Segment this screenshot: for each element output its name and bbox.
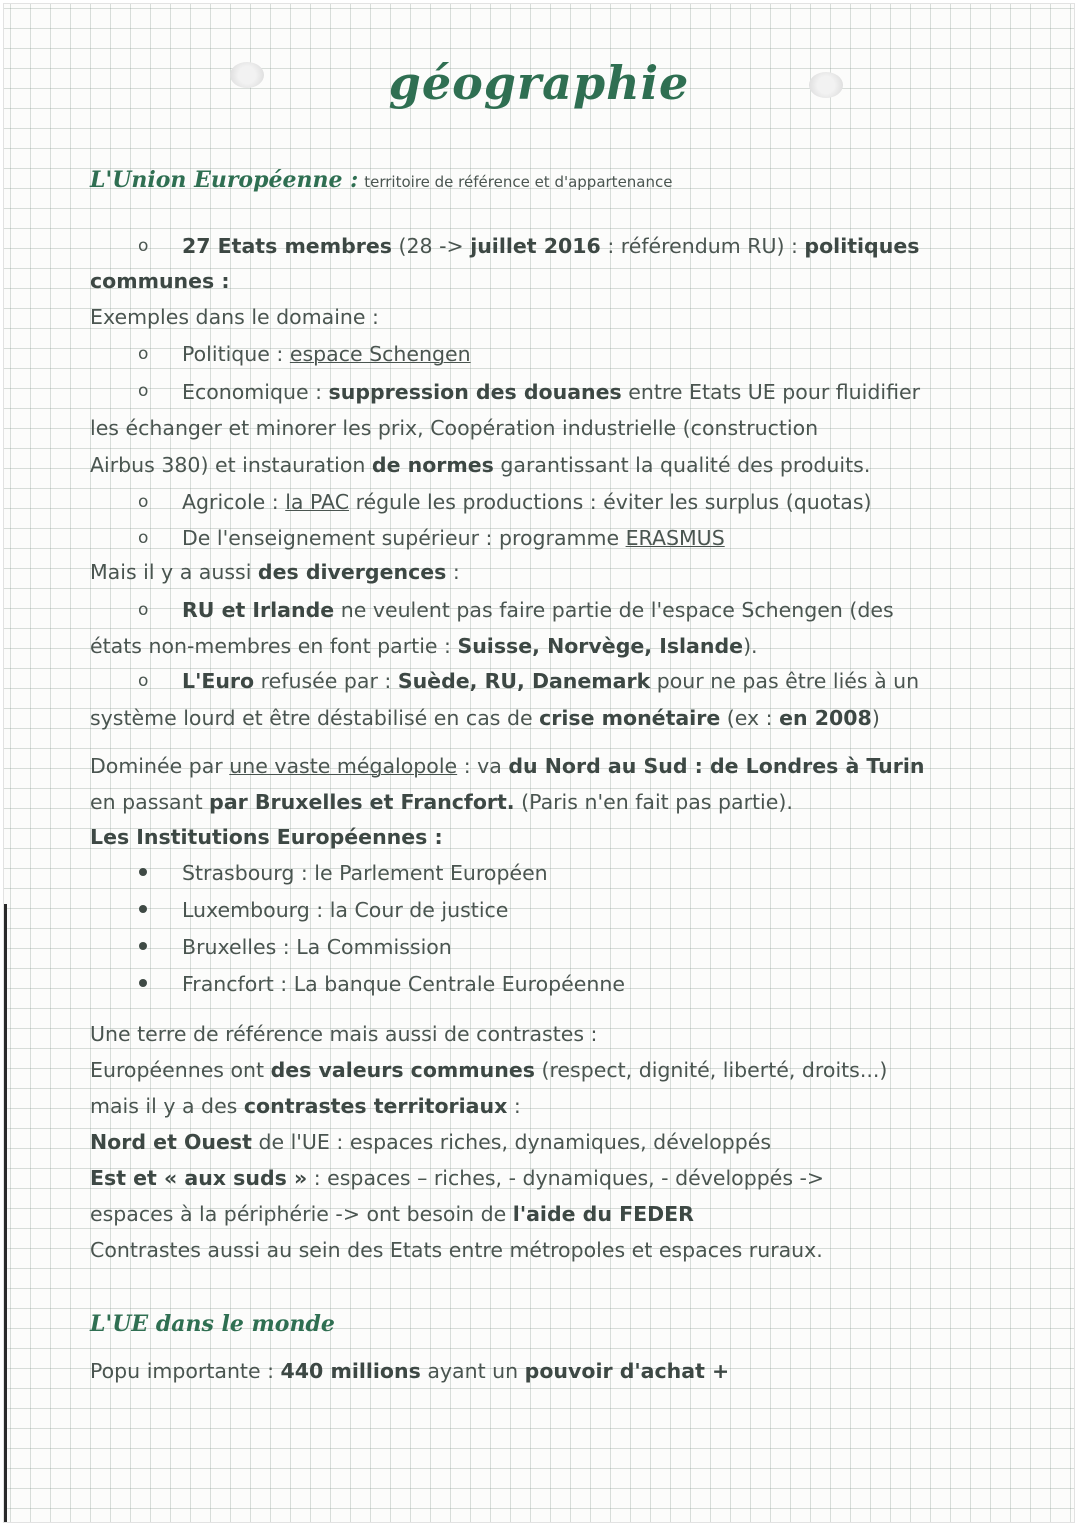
circle-bullet-icon: o — [138, 236, 149, 256]
line: Est et « aux suds » : espaces – riches, - dynamiques, - développés -> — [90, 1166, 825, 1190]
line: Nord et Ouest de l'UE : espaces riches, dynamiques, développés — [90, 1130, 772, 1154]
line: Politique : espace Schengen — [182, 342, 471, 366]
line: Popu importante : 440 millions ayant un pouvoir d'achat + — [90, 1359, 730, 1383]
circle-bullet-icon: o — [138, 492, 149, 512]
line: Agricole : la PAC régule les productions : éviter les surplus (quotas) — [182, 490, 872, 514]
line: système lourd et être déstabilisé en cas de crise monétaire (ex : en 2008) — [90, 706, 880, 730]
line: les échanger et minorer les prix, Coopération industrielle (construction — [90, 416, 819, 440]
line: Une terre de référence mais aussi de contrastes : — [90, 1022, 598, 1046]
line: Européennes ont des valeurs communes (respect, dignité, liberté, droits...) — [90, 1058, 888, 1082]
list-item: Luxembourg : la Cour de justice — [182, 898, 509, 922]
page-edge-shadow — [4, 904, 7, 1522]
circle-bullet-icon: o — [138, 671, 149, 691]
bullet-dot-icon — [139, 868, 147, 876]
bullet-dot-icon — [139, 979, 147, 987]
line: états non-membres en font partie : Suisse, Norvège, Islande). — [90, 634, 758, 658]
line: Dominée par une vaste mégalopole : va du Nord au Sud : de Londres à Turin — [90, 754, 925, 778]
circle-bullet-icon: o — [138, 528, 149, 548]
line: communes : — [90, 269, 230, 293]
line: Economique : suppression des douanes entre Etats UE pour fluidifier — [182, 380, 921, 404]
circle-bullet-icon: o — [138, 600, 149, 620]
section-heading-ue — [90, 167, 672, 193]
line: espaces à la périphérie -> ont besoin de l'aide du FEDER — [90, 1202, 694, 1226]
list-item: Strasbourg : le Parlement Européen — [182, 861, 548, 885]
line: Contrastes aussi au sein des Etats entre métropoles et espaces ruraux. — [90, 1238, 823, 1262]
line: RU et Irlande ne veulent pas faire partie de l'espace Schengen (des — [182, 598, 894, 622]
heading-subtitle: territoire de référence et d'appartenance — [364, 173, 673, 191]
line: en passant par Bruxelles et Francfort. (Paris n'en fait pas partie). — [90, 790, 793, 814]
line: Airbus 380) et instauration de normes garantissant la qualité des produits. — [90, 453, 871, 477]
line: Mais il y a aussi des divergences : — [90, 560, 460, 584]
list-item: Francfort : La banque Centrale Européenne — [182, 972, 625, 996]
line: De l'enseignement supérieur : programme ERASMUS — [182, 526, 725, 550]
bullet-dot-icon — [139, 905, 147, 913]
circle-bullet-icon: o — [138, 381, 149, 401]
line: 27 Etats membres (28 -> juillet 2016 : référendum RU) : politiques — [182, 234, 920, 258]
notebook-page — [4, 4, 1074, 1522]
heading-text: L'Union Européenne : — [90, 167, 359, 193]
list-item: Bruxelles : La Commission — [182, 935, 452, 959]
line: Les Institutions Européennes : — [90, 825, 443, 849]
bullet-dot-icon — [139, 942, 147, 950]
line: mais il y a des contrastes territoriaux : — [90, 1094, 521, 1118]
line: L'Euro refusée par : Suède, RU, Danemark pour ne pas être liés à un — [182, 669, 920, 693]
circle-bullet-icon: o — [138, 344, 149, 364]
line: Exemples dans le domaine : — [90, 305, 379, 329]
page-title: géographie — [388, 56, 690, 110]
section-heading-ue-monde: L'UE dans le monde — [90, 1311, 335, 1337]
